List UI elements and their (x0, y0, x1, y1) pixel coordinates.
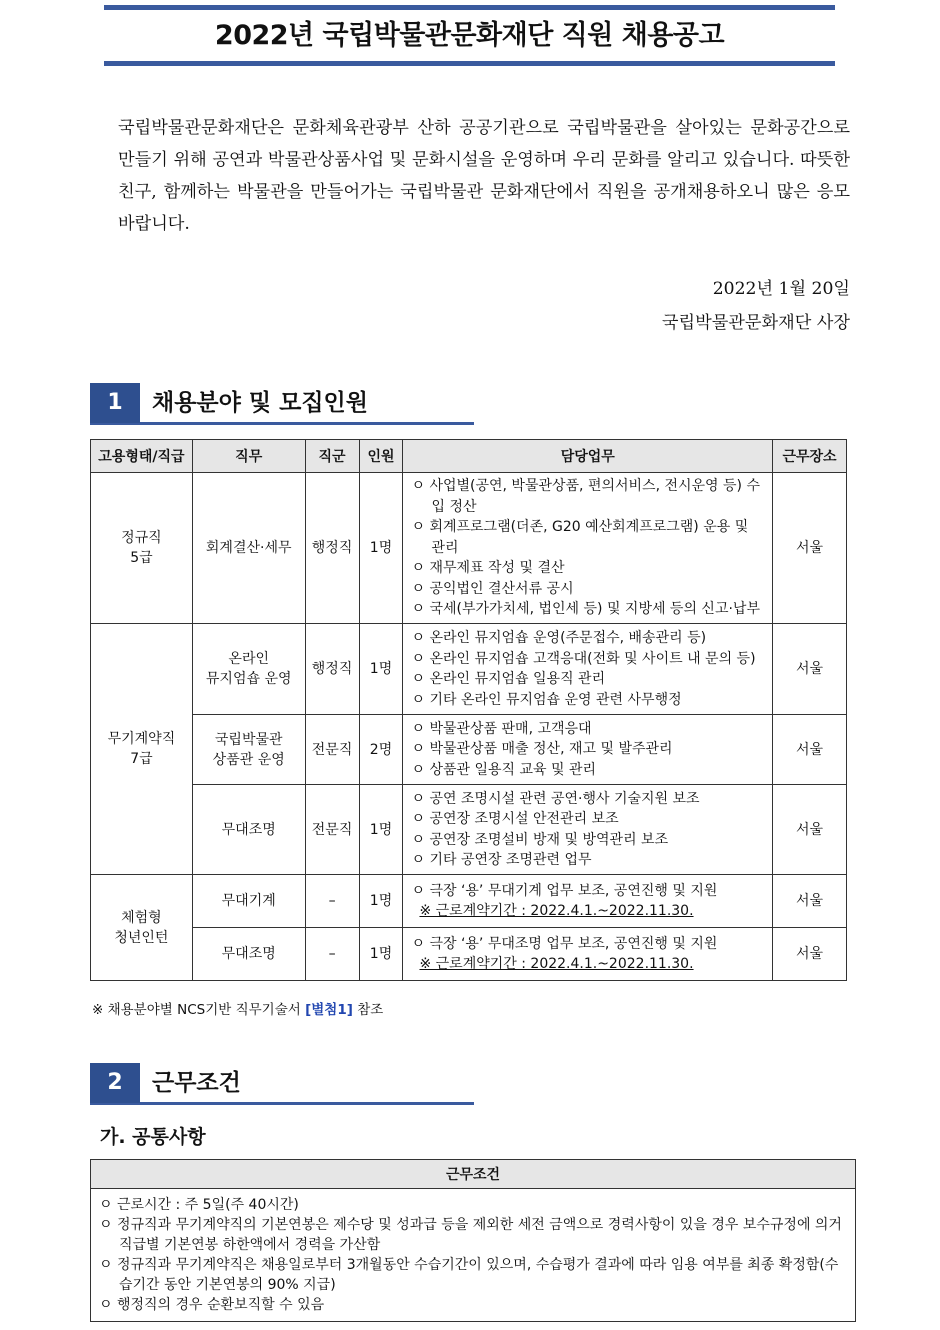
footnote-suffix: 참조 (357, 1002, 384, 1018)
duties-cell (403, 875, 773, 928)
job-category-cell: 행정직 (305, 624, 359, 715)
signer: 국립박물관문화재단 사장 (661, 313, 850, 333)
section-2-title: 근무조건 (152, 1070, 241, 1096)
duty-item: ㅇ 국세(부가가치세, 법인세 등) 및 지방세 등의 신고·납부 (411, 599, 766, 620)
table-header-row (91, 440, 847, 473)
duty-item: ㅇ 기타 공연장 조명관련 업무 (411, 850, 766, 871)
employment-type-cell: 무기계약직 7급 (91, 624, 193, 875)
working-conditions-table (90, 1159, 856, 1322)
condition-item: ㅇ 정규직과 무기계약직의 기본연봉은 제수당 및 성과급 등을 제외한 세전 금액으로 경력사항이 있을 경우 보수규정에 의거 직급별 기본연봉 하한액에서 경력을 가산함 (99, 1215, 847, 1255)
duty-item: ㅇ 공익법인 결산서류 공시 (411, 579, 766, 600)
duties-cell (403, 715, 773, 785)
title-banner (104, 5, 835, 66)
table-row (91, 785, 847, 875)
intro-paragraph (90, 112, 850, 240)
section-1-heading (90, 383, 474, 425)
location-cell: 서울 (773, 928, 847, 981)
location-cell: 서울 (773, 875, 847, 928)
location-cell: 서울 (773, 715, 847, 785)
job-category-cell: – (305, 928, 359, 981)
employment-type-cell: 정규직 5급 (91, 473, 193, 624)
duty-item: ㅇ 사업별(공연, 박물관상품, 편의서비스, 전시운영 등) 수입 정산 (411, 476, 766, 517)
conditions-list (99, 1195, 847, 1315)
contract-period-note: ※ 근로계약기간 : 2022.4.1.~2022.11.30. (419, 956, 694, 972)
attachment-ref: [별첨1] (305, 1002, 353, 1018)
duty-item: ㅇ 박물관상품 판매, 고객응대 (411, 719, 766, 740)
job-category-cell: 전문직 (305, 785, 359, 875)
table-footnote (92, 998, 383, 1018)
table-row (91, 624, 847, 715)
conditions-header: 근무조건 (91, 1160, 856, 1189)
condition-item: ㅇ 근로시간 : 주 5일(주 40시간) (99, 1195, 847, 1215)
headcount-cell: 1명 (359, 785, 403, 875)
condition-item: ㅇ 정규직과 무기계약직은 채용일로부터 3개월동안 수습기간이 있으며, 수습평가 결과에 따라 임용 여부를 최종 확정함(수습기간 동안 기본연봉의 90% 지급) (99, 1255, 847, 1295)
location-cell: 서울 (773, 624, 847, 715)
job-cell: 회계결산·세무 (192, 473, 305, 624)
duty-item: ㅇ 재무제표 작성 및 결산 (411, 558, 766, 579)
duties-cell (403, 928, 773, 981)
duty-item: ㅇ 극장 ‘용’ 무대조명 업무 보조, 공연진행 및 지원 (411, 934, 766, 955)
headcount-cell: 1명 (359, 875, 403, 928)
section-1-number: 1 (90, 383, 140, 423)
section-2-number: 2 (90, 1063, 140, 1103)
duty-item: ㅇ 온라인 뮤지엄숍 운영(주문접수, 배송관리 등) (411, 628, 766, 649)
subsection-title: 가. 공통사항 (100, 1126, 206, 1148)
table-row (91, 928, 847, 981)
job-cell: 무대조명 (192, 785, 305, 875)
footnote-text: ※ 채용분야별 NCS기반 직무기술서 (92, 1002, 301, 1018)
location-cell: 서울 (773, 785, 847, 875)
header-cell: 근무장소 (773, 440, 847, 473)
page-title: 2022년 국립박물관문화재단 직원 채용공고 (214, 20, 725, 51)
duty-item: ㅇ 공연장 조명설비 방재 및 방역관리 보조 (411, 830, 766, 851)
job-category-cell: – (305, 875, 359, 928)
duty-item: ㅇ 기타 온라인 뮤지엄숍 운영 관련 사무행정 (411, 690, 766, 711)
duty-item: ㅇ 상품관 일용직 교육 및 관리 (411, 760, 766, 781)
duties-cell (403, 473, 773, 624)
duties-cell (403, 785, 773, 875)
job-cell: 온라인 뮤지엄숍 운영 (192, 624, 305, 715)
duties-cell (403, 624, 773, 715)
section-2-heading (90, 1063, 474, 1105)
duty-item: ㅇ 공연장 조명시설 안전관리 보조 (411, 809, 766, 830)
employment-type-cell: 체험형 청년인턴 (91, 875, 193, 981)
table-row (91, 715, 847, 785)
intro-text: 국립박물관문화재단은 문화체육관광부 산하 공공기관으로 국립박물관을 살아있는 문화공간으로 만들기 위해 공연과 박물관상품사업 및 문화시설을 운영하며 우리 문화를 알리고 있습니다. 따뜻한 친구, 함께하는 박물관을 만들어가는 국립박물관 문화재단에서 직원을 공개채용하오니 많은 응모 바랍니다. (118, 118, 850, 234)
table-row (91, 473, 847, 624)
headcount-cell: 2명 (359, 715, 403, 785)
job-category-cell: 행정직 (305, 473, 359, 624)
job-cell: 무대조명 (192, 928, 305, 981)
duty-item: ㅇ 온라인 뮤지엄숍 고객응대(전화 및 사이트 내 문의 등) (411, 649, 766, 670)
job-category-cell: 전문직 (305, 715, 359, 785)
header-cell: 담당업무 (403, 440, 773, 473)
duty-item: ㅇ 공연 조명시설 관련 공연·행사 기술지원 보조 (411, 789, 766, 810)
contract-period-note: ※ 근로계약기간 : 2022.4.1.~2022.11.30. (419, 903, 694, 919)
headcount-cell: 1명 (359, 928, 403, 981)
duty-item: ㅇ 회계프로그램(더존, G20 예산회계프로그램) 운용 및 관리 (411, 517, 766, 558)
header-cell: 직무 (192, 440, 305, 473)
headcount-cell: 1명 (359, 624, 403, 715)
duty-item: ㅇ 극장 ‘용’ 무대기계 업무 보조, 공연진행 및 지원 (411, 881, 766, 902)
table-row (91, 875, 847, 928)
headcount-cell: 1명 (359, 473, 403, 624)
header-cell: 고용형태/직급 (91, 440, 193, 473)
duty-item: ㅇ 온라인 뮤지엄숍 일용직 관리 (411, 669, 766, 690)
header-cell: 직군 (305, 440, 359, 473)
condition-item: ㅇ 행정직의 경우 순환보직할 수 있음 (99, 1295, 847, 1315)
location-cell: 서울 (773, 473, 847, 624)
section-1-title: 채용분야 및 모집인원 (152, 390, 368, 416)
recruitment-table (90, 439, 847, 981)
date-block (662, 272, 850, 340)
header-cell: 인원 (359, 440, 403, 473)
job-cell: 무대기계 (192, 875, 305, 928)
job-cell: 국립박물관 상품관 운영 (192, 715, 305, 785)
announcement-date: 2022년 1월 20일 (712, 279, 850, 299)
duty-item: ㅇ 박물관상품 매출 정산, 재고 및 발주관리 (411, 739, 766, 760)
